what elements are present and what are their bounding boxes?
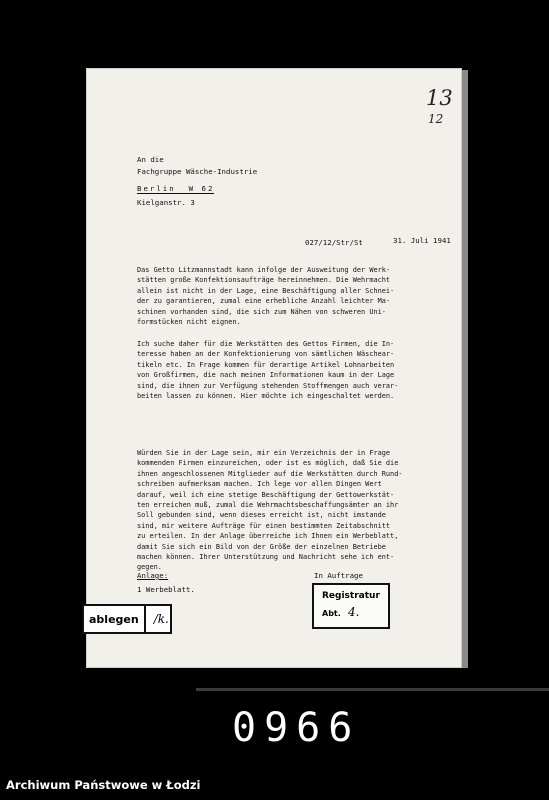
letter-date: 31. Juli 1941: [393, 236, 451, 245]
ablegen-stamp-label: ablegen: [84, 606, 146, 632]
ablegen-stamp: [82, 604, 172, 634]
address-line-4: Kielganstr. 3: [137, 198, 195, 207]
registratur-abt-label: Abt.: [322, 609, 341, 618]
handwritten-page-number: 13: [426, 86, 453, 110]
enclosure-label: Anlage:: [137, 571, 169, 580]
body-paragraph-2: Ich suche daher für die Werkstätten des Gettos Firmen, die In- teresse haben an der Konfektionierung von sämtlichen Wäschear- tikeln etc. In Frage kommen für derartige Artikel Lohnarbeiten von Großfirmen, die nach meinen Informationen kaum in der Lage sind, die ihnen zur Verfügung stehenden Stoffmengen auch verar- beiten lassen zu können. Hier möchte ich eingeschaltet werden.: [137, 340, 399, 401]
page-edge-shadow: [462, 70, 468, 668]
ablegen-stamp-mark: /k.: [153, 612, 169, 626]
registratur-stamp-title: Registratur: [322, 591, 380, 601]
registratur-abt-mark: 4.: [348, 605, 360, 619]
reference-number: 027/12/Str/St: [305, 238, 363, 247]
address-line-1: An die: [137, 155, 164, 164]
body-paragraph-3: Würden Sie in der Lage sein, mir ein Verzeichnis der in Frage kommenden Firmen einzureichen, oder ist es möglich, daß Sie die ihnen angeschlossenen Mitglieder auf die Werkstätten durch Rund- schreiben aufmerksam machen. Ich lege vor allen Dingen Wert darauf, weil ich eine stetige Beschäftigung der Gettowerkstät- ten erreichen muß, zumal die Wehrmachtsbeschaffungsämter an ihr Soll gebunden sind, wenn dieses erreicht ist, nicht imstande sind, mir weitere Aufträge für einen bestimmten Zeitabschnitt zu erteilen. In der Anlage überreiche ich Ihnen ein Werbeblatt, damit Sie sich ein Bild von der Größe der einzelnen Betriebe machen können. Ihrer Unterstützung und Nachricht sehe ich ent- gegen.: [137, 449, 403, 572]
enclosure-item: 1 Werbeblatt.: [137, 585, 195, 594]
registratur-stamp: [312, 583, 390, 629]
closing-line: In Auftrage: [314, 571, 363, 580]
panel-top-border: [196, 688, 549, 691]
body-paragraph-1: Das Getto Litzmannstadt kann infolge der Ausweitung der Werk- stätten große Konfektionsaufträge hereinnehmen. Die Wehrmacht allein ist nicht in der Lage, eine Beschäftigung aller Schnei- der zu garantieren, zumal eine erhebliche Anzahl leichter Ma- schinen vorhanden sind, die sich zum Nähen von schweren Uni- formstücken nicht eignen.: [137, 266, 395, 327]
address-line-2: Fachgruppe Wäsche-Industrie: [137, 167, 258, 176]
handwritten-sub-number: 12: [428, 112, 444, 126]
address-line-3: Berlin W 62: [137, 184, 215, 193]
frame-number: 0966: [232, 705, 361, 751]
archive-name: Archiwum Państwowe w Łodzi: [6, 778, 201, 792]
